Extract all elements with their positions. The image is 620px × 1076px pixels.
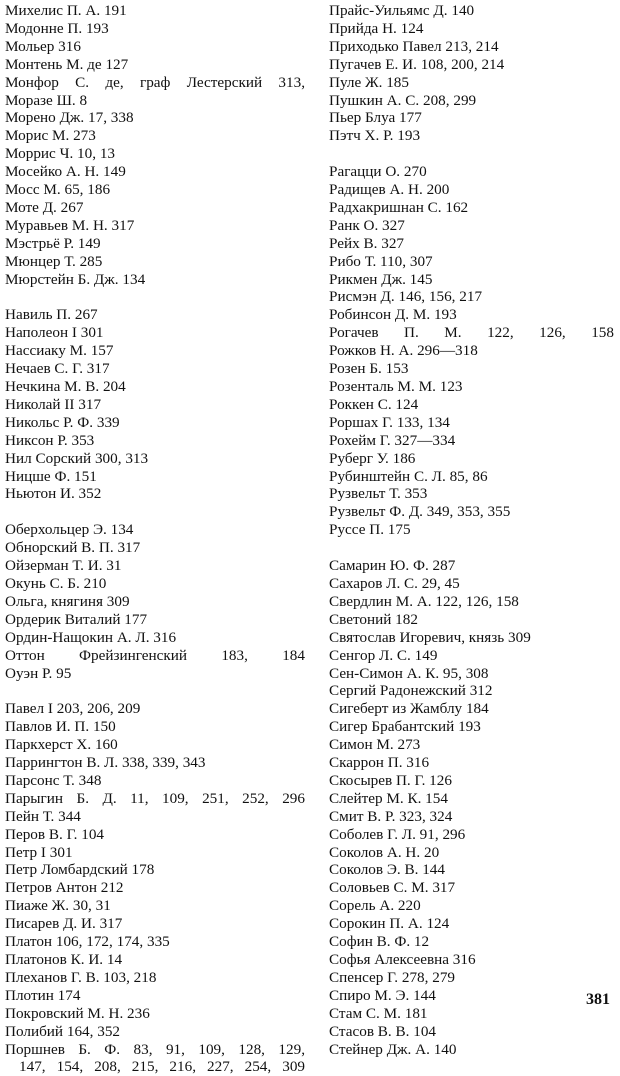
index-entry: Окунь С. Б. 210 xyxy=(5,574,107,592)
index-entry: Прийда Н. 124 xyxy=(329,19,424,37)
index-entry: Соловьев С. М. 317 xyxy=(329,879,456,897)
index-entry: Прайс-Уильямс Д. 140 xyxy=(329,2,475,19)
index-entry: Моте Д. 267 xyxy=(5,198,84,216)
index-entry: Нечаев С. Г. 317 xyxy=(5,360,110,378)
index-entry: Оттон Фрейзингенский 183, 184 xyxy=(5,646,305,664)
index-entry: Рубинштейн С. Л. 85, 86 xyxy=(329,467,488,485)
index-entry: Нил Сорский 300, 313 xyxy=(5,449,149,467)
index-entry: Сигер Брабантский 193 xyxy=(329,718,481,736)
index-entry: Соколов А. Н. 20 xyxy=(329,843,440,861)
index-entry: Рузвельт Т. 353 xyxy=(329,485,428,503)
index-entry: Софья Алексеевна 316 xyxy=(329,951,476,968)
index-entry: Нассиаку М. 157 xyxy=(5,342,114,360)
index-entry: Робинсон Д. М. 193 xyxy=(329,306,457,324)
index-entry: Радхакришнан С. 162 xyxy=(329,198,469,216)
index-entry: Ордерик Виталий 177 xyxy=(5,610,148,628)
index-entry: Петров Антон 212 xyxy=(5,879,124,897)
index-entry: Рагацци О. 270 xyxy=(329,163,427,181)
index-entry: Поршнев Б. Ф. 83, 91, 109, 128, 129, xyxy=(5,1040,305,1058)
index-entry: Оуэн Р. 95 xyxy=(5,664,72,682)
index-entry: Мюнцер Т. 285 xyxy=(5,252,103,270)
index-entry: Приходько Павел 213, 214 xyxy=(329,37,499,55)
index-entry: Морис М. 273 xyxy=(5,127,96,145)
index-entry: Пушкин А. С. 208, 299 xyxy=(329,91,477,109)
index-entry: Петр I 301 xyxy=(5,843,73,861)
index-entry: Мосс М. 65, 186 xyxy=(5,181,111,199)
index-entry: Слейтер М. К. 154 xyxy=(329,789,448,807)
index-entry: Соколов Э. В. 144 xyxy=(329,861,445,879)
index-entry: Рисмэн Д. 146, 156, 217 xyxy=(329,288,483,306)
index-entry: Самарин Ю. Ф. 287 xyxy=(329,557,456,575)
index-entry: Пуле Ж. 185 xyxy=(329,73,409,91)
index-entry: Мэстрьё Р. 149 xyxy=(5,234,101,252)
index-entry: Монфор С. де, граф Лестерский 313, xyxy=(5,73,305,91)
index-entry: Светоний 182 xyxy=(329,610,418,628)
section-gap xyxy=(329,539,614,557)
index-entry: Платонов К. И. 14 xyxy=(5,950,123,968)
index-entry: Ньютон И. 352 xyxy=(5,485,102,503)
index-entry: Полибий 164, 352 xyxy=(5,1022,121,1040)
index-entry: Моррис Ч. 10, 13 xyxy=(5,145,116,163)
index-entry: Обнорский В. П. 317 xyxy=(5,539,141,557)
index-entry: Никольс Р. Ф. 339 xyxy=(5,413,120,431)
index-entry: Стам С. М. 181 xyxy=(329,1004,428,1022)
index-entry: Паррингтон В. Л. 338, 339, 343 xyxy=(5,754,206,772)
index-entry: Рохейм Г. 327—334 xyxy=(329,431,456,449)
index-entry: Руссе П. 175 xyxy=(329,521,411,539)
index-entry: Рибо Т. 110, 307 xyxy=(329,252,433,270)
index-entry: Мольер 316 xyxy=(5,37,81,55)
index-entry: Парыгин Б. Д. 11, 109, 251, 252, 296 xyxy=(5,789,305,807)
index-entry: Модонне П. 193 xyxy=(5,19,109,37)
index-entry: Моразе Ш. 8 xyxy=(5,91,88,109)
index-entry: Навиль П. 267 xyxy=(5,306,98,324)
index-entry: Павлов И. П. 150 xyxy=(5,718,116,736)
index-entry: Пэтч Х. Р. 193 xyxy=(329,127,421,145)
index-entry: Сергий Радонежский 312 xyxy=(329,682,493,700)
index-entry: Мосейко А. Н. 149 xyxy=(5,163,126,181)
index-entry: Михелис П. А. 191 xyxy=(5,2,127,19)
index-entry: Сахаров Л. С. 29, 45 xyxy=(329,574,460,592)
index-entry: Роккен С. 124 xyxy=(329,395,419,413)
section-gap xyxy=(5,503,305,521)
index-column-left xyxy=(5,2,305,1076)
index-entry: Паркхерст Х. 160 xyxy=(5,736,118,754)
index-entry: Перов В. Г. 104 xyxy=(5,825,105,843)
section-gap xyxy=(5,289,305,307)
index-entry: Радищев А. Н. 200 xyxy=(329,181,450,199)
index-entry: Свердлин М. А. 122, 126, 158 xyxy=(329,592,519,610)
index-entry: Скаррон П. 316 xyxy=(329,754,430,772)
index-entry: Ордин-Нащокин А. Л. 316 xyxy=(5,628,177,646)
index-entry: Морено Дж. 17, 338 xyxy=(5,109,134,127)
index-entry: Плотин 174 xyxy=(5,986,81,1004)
index-entry: Сорель А. 220 xyxy=(329,897,421,915)
index-entry: Святослав Игоревич, князь 309 xyxy=(329,628,531,646)
index-entry: Ницше Ф. 151 xyxy=(5,467,97,485)
index-entry: Муравьев М. Н. 317 xyxy=(5,216,135,234)
section-gap xyxy=(329,145,614,163)
index-entry: Парсонс Т. 348 xyxy=(5,771,102,789)
index-entry: Стейнер Дж. А. 140 xyxy=(329,1040,457,1058)
index-entry: Оберхольцер Э. 134 xyxy=(5,521,134,539)
index-entry: Пьер Блуа 177 xyxy=(329,109,422,127)
index-entry: Смит В. Р. 323, 324 xyxy=(329,807,453,825)
index-entry: Нечкина М. В. 204 xyxy=(5,378,126,396)
index-entry: Розенталь М. М. 123 xyxy=(329,378,463,396)
index-entry: Пугачев Е. И. 108, 200, 214 xyxy=(329,55,505,73)
index-entry: Пиаже Ж. 30, 31 xyxy=(5,897,111,915)
index-entry: Соболев Г. Л. 91, 296 xyxy=(329,825,466,843)
index-entry: Николай II 317 xyxy=(5,395,102,413)
page-number: 381 xyxy=(586,991,610,1008)
index-entry-continuation: 147, 154, 208, 215, 216, 227, 254, 309 xyxy=(19,1058,305,1076)
index-entry: Ранк О. 327 xyxy=(329,216,405,234)
index-entry: Спиро М. Э. 144 xyxy=(329,986,436,1004)
index-entry: Спенсер Г. 278, 279 xyxy=(329,968,456,986)
index-entry: Стасов В. В. 104 xyxy=(329,1022,437,1040)
index-entry: Павел I 203, 206, 209 xyxy=(5,700,141,718)
index-entry: Розен Б. 153 xyxy=(329,360,409,378)
section-gap xyxy=(5,682,305,700)
index-entry: Рогачев П. М. 122, 126, 158 xyxy=(329,324,614,342)
index-entry: Рейх В. 327 xyxy=(329,234,405,252)
index-entry: Рожков Н. А. 296—318 xyxy=(329,342,478,360)
index-entry: Ойзерман Т. И. 31 xyxy=(5,557,122,575)
index-entry: Сенгор Л. С. 149 xyxy=(329,646,438,664)
index-entry: Наполеон I 301 xyxy=(5,324,104,342)
index-entry: Покровский М. Н. 236 xyxy=(5,1004,150,1022)
index-entry: Сигеберт из Жамблу 184 xyxy=(329,700,489,718)
index-entry: Софин В. Ф. 12 xyxy=(329,933,430,951)
index-entry: Ольга, княгиня 309 xyxy=(5,592,130,610)
index-entry: Симон М. 273 xyxy=(329,736,421,754)
index-column-right xyxy=(329,2,614,1058)
index-entry: Роршах Г. 133, 134 xyxy=(329,413,450,431)
index-entry: Писарев Д. И. 317 xyxy=(5,915,123,933)
index-entry: Пейн Т. 344 xyxy=(5,807,81,825)
index-entry: Руберг У. 186 xyxy=(329,449,416,467)
index-entry: Мюрстейн Б. Дж. 134 xyxy=(5,270,146,288)
index-entry: Петр Ломбардский 178 xyxy=(5,861,155,879)
index-entry: Сорокин П. А. 124 xyxy=(329,915,450,933)
index-entry: Никсон Р. 353 xyxy=(5,431,95,449)
index-entry: Плеханов Г. В. 103, 218 xyxy=(5,968,157,986)
index-entry: Сен-Симон А. К. 95, 308 xyxy=(329,664,489,682)
index-entry: Рикмен Дж. 145 xyxy=(329,270,433,288)
index-entry: Монтень М. де 127 xyxy=(5,55,129,73)
index-entry: Платон 106, 172, 174, 335 xyxy=(5,933,170,951)
index-entry: Рузвельт Ф. Д. 349, 353, 355 xyxy=(329,503,511,521)
index-entry: Скосырев П. Г. 126 xyxy=(329,771,452,789)
